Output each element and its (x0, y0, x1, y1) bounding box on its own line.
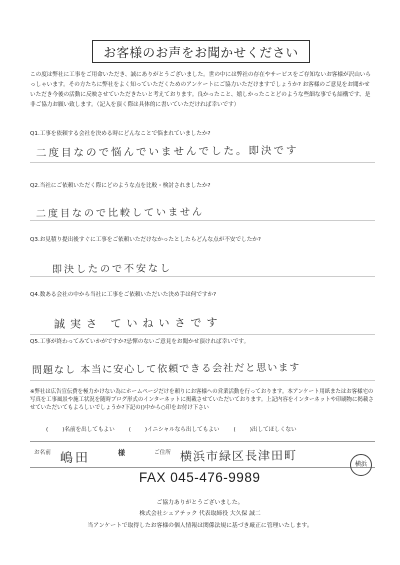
option-name-ok[interactable]: ( )名前を出してもよい (46, 427, 115, 433)
publication-options (46, 425, 297, 433)
answer-4-handwriting: 誠実さ ていねいさです (53, 316, 223, 331)
name-label: お名前 (34, 450, 51, 456)
question-2: Q2.当社にご依頼いただく際にどのような点を比較・検討されましたか? (30, 183, 211, 189)
option-not-ok[interactable]: ( )出してほしくない (233, 427, 297, 433)
customer-name-handwriting: 嶋田 (59, 450, 91, 467)
seal-stamp: 横浜 (350, 454, 372, 476)
thanks-text: ご協力ありがとうございました。 (156, 500, 244, 506)
publication-notice: ※弊社は広告宣伝費を極力かけない為にホームページだけを頼りにお客様への営業活動を行っております。本アンケート用紙またはお客様宅の写真を工事風景や施工状況を随時ブログ形式のインターネットに掲載させていただいております。上記内容をインターネットや印刷物に掲載させていただいてもよろしいでしょうか?下記の()中から○印をお付け下さい (30, 389, 374, 412)
customer-address-handwriting: 横浜市緑区長津田町 (179, 448, 298, 464)
address-label: ご住所 (154, 450, 171, 456)
survey-title: お客様のお声をお聞かせください (92, 40, 310, 63)
answer-1-handwriting: 二度目なので悩んでいませんでした。即決です (35, 144, 299, 160)
answer-5-line (30, 348, 375, 381)
fax-number: FAX 045-476-9989 (139, 470, 261, 485)
answer-5-handwriting: 問題なし 本当に安心して依頼できる会社だと思います (31, 362, 301, 377)
answer-3-handwriting: 即決したので不安なし (51, 263, 173, 276)
question-3: Q3.お見積り提出後すぐに工事をご依頼いただけなかったとしたらどんな点が不安でしたか? (30, 237, 261, 243)
answer-2-line (30, 192, 375, 221)
honorific: 様 (118, 449, 125, 457)
option-initials-ok[interactable]: ( )イニシャルなら出してもよい (128, 427, 220, 433)
company-text: 株式会社シェアテック 代表取締役 大久保 誠二 (139, 511, 261, 517)
answer-1-line (30, 140, 375, 163)
question-5: Q5.工事が終わってみていかがですか?忌憚のないご意見をお聞かせ頂ければ幸いです。 (30, 339, 250, 345)
intro-text: この度は弊社に工事をご用命いただき、誠にありがとうございました。世の中には弊社の存在やサービスをご存知ないお客様が沢山いらっしゃいます。その方たちに弊社をよく知っていただくためのアンケートにご協力いただけますでしょうか? お客様のご意見をお聞かせいただき今後の活動に反映させていただきたいと考えております。良かったこと、嬉しかったことどのような些細な事でも結構です、是非ご協力お願い致します。（記入を頂く際は具体的に書いていただければ幸いです） (30, 72, 371, 108)
question-1: Q1.工事を依頼する会社を決める時にどんなことで悩まれていましたか? (30, 131, 211, 137)
privacy-notice: 当アンケートで取得したお客様の個人情報は関係法規に基づき厳正に管理いたします。 (87, 523, 313, 529)
answer-2-handwriting: 二度目なので比較していません (35, 207, 205, 220)
customer-info-row (30, 441, 375, 468)
answer-3-line (30, 246, 375, 277)
question-4: Q4.数ある会社の中から当社に工事をご依頼いただいた決め手は何ですか? (30, 292, 217, 298)
answer-4-line (30, 301, 375, 335)
